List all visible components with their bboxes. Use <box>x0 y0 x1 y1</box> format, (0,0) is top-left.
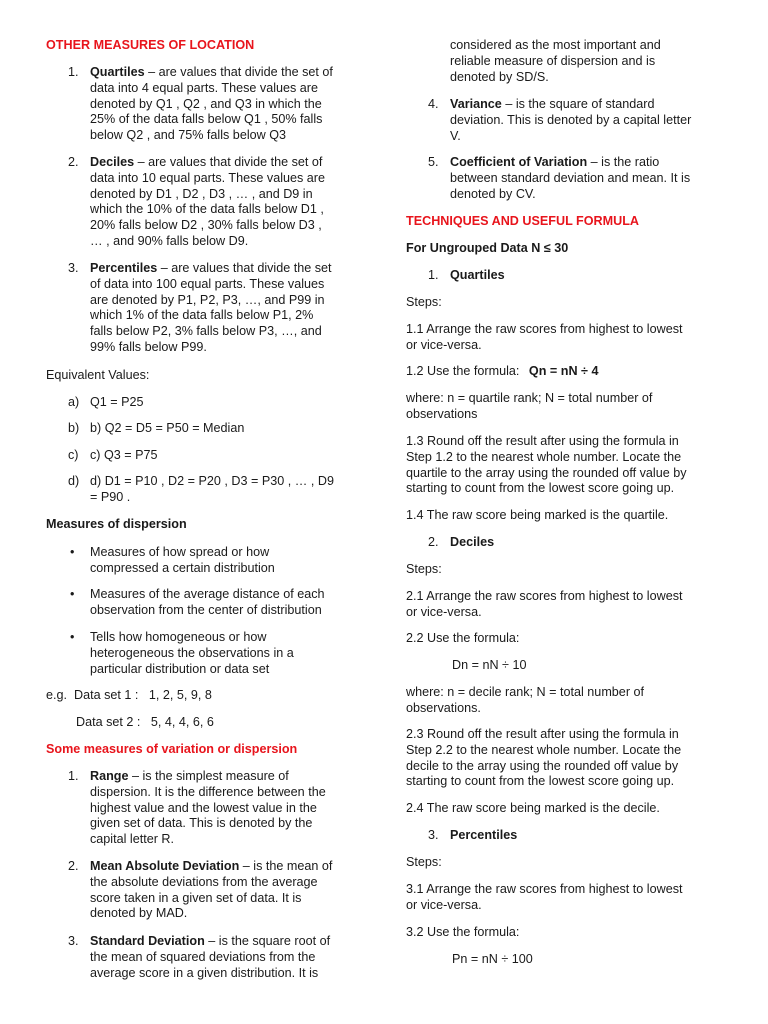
text-line: where: n = quartile rank; N = total number of <box>406 391 653 405</box>
list-letter: c) <box>68 448 79 462</box>
term-coefficient-of-variation: Coefficient of Variation <box>450 155 588 169</box>
text-line: compressed a certain distribution <box>90 560 275 575</box>
text-line: 25% of the data falls below Q1 , 50% falls <box>90 112 323 127</box>
heading-ungrouped-data: For Ungrouped Data N ≤ 30 <box>406 241 569 255</box>
section-percentiles <box>406 828 732 844</box>
list-number: 2. <box>68 155 79 169</box>
text-line: or vice-versa. <box>406 897 482 912</box>
text-line: quartile to the array using the rounded off value by <box>406 465 687 480</box>
list-item-variance <box>406 97 732 144</box>
step-3-1 <box>406 882 683 914</box>
text-line: – are values that divide the set of <box>148 65 333 79</box>
text-line: – is the mean of <box>242 859 333 873</box>
text-line: Step 2.2 to the nearest whole number. Locate the <box>406 742 682 757</box>
text-line: highest value and the lowest value in the <box>90 800 317 815</box>
text-line: particular distribution or data set <box>90 661 270 676</box>
text-line: falls below P2, 3% falls below P3, …, and <box>90 324 322 339</box>
text-line: given set of data. This is denoted by the <box>90 816 313 831</box>
list-letter: b) <box>68 421 80 435</box>
text-line: b) Q2 = D5 = P50 = Median <box>90 421 245 435</box>
text-line: dispersion. It is the difference between the <box>90 784 326 799</box>
text-line: Q1 = P25 <box>90 395 144 409</box>
step-2-2: 2.2 Use the formula: <box>406 631 520 645</box>
list-number: 1. <box>68 65 79 79</box>
text-line: – is the square of standard <box>505 97 655 111</box>
step-1-3 <box>406 434 687 497</box>
text-line: = P90 . <box>90 489 131 504</box>
text-line: 2.3 Round off the result after using the formula in <box>406 727 679 741</box>
text-line: 99% falls below P99. <box>90 339 207 354</box>
text-line: V. <box>450 128 461 143</box>
bullet-item <box>46 587 372 619</box>
term-range: Range <box>90 769 129 783</box>
text-line: 3.1 Arrange the raw scores from highest to lowest <box>406 882 683 896</box>
text-line: – is the square root of <box>208 934 331 948</box>
term-mean-absolute-deviation: Mean Absolute Deviation <box>90 859 240 873</box>
text-line: the mean of squared deviations from the <box>90 949 316 964</box>
text-line: 2.1 Arrange the raw scores from highest to lowest <box>406 589 683 603</box>
bullet-icon: • <box>70 587 75 601</box>
percentile-formula: Pn = nN ÷ 100 <box>452 952 533 966</box>
term-deciles: Deciles <box>90 155 135 169</box>
text-line: are denoted by P1, P2, P3, …, and P99 in <box>90 292 325 307</box>
text-line: 1.2 Use the formula: <box>406 364 520 378</box>
heading-other-measures-of-location: OTHER MEASURES OF LOCATION <box>46 38 255 52</box>
list-number: 3. <box>68 261 79 275</box>
heading-measures-of-dispersion: Measures of dispersion <box>46 517 187 531</box>
list-number: 2. <box>68 859 79 873</box>
text-line: 1.3 Round off the result after using the formula in <box>406 434 679 448</box>
section-quartiles <box>406 268 732 284</box>
text-line: Measures of the average distance of each <box>90 587 325 601</box>
text-line: heterogeneous the observations in a <box>90 645 294 660</box>
equivalent-item-a <box>46 395 372 411</box>
text-line: starting to count from the lowest score going up. <box>406 481 675 496</box>
section-deciles <box>406 535 732 551</box>
quartile-where <box>406 391 652 423</box>
deciles-label: Deciles <box>450 535 495 549</box>
text-line: 1.1 Arrange the raw scores from highest to lowest <box>406 322 683 336</box>
equivalent-item-d <box>46 474 372 506</box>
steps-label: Steps: <box>406 855 442 869</box>
step-2-3 <box>406 727 681 790</box>
decile-formula: Dn = nN ÷ 10 <box>452 658 527 672</box>
term-percentiles: Percentiles <box>90 261 158 275</box>
text-line: the absolute deviations from the average <box>90 874 318 889</box>
step-1-1 <box>406 322 683 354</box>
text-line: – are values that divide the set <box>160 261 332 275</box>
list-item-standard-deviation <box>46 934 372 981</box>
text-line: data into 10 equal parts. These values are <box>90 170 326 185</box>
list-number: 1. <box>68 769 79 783</box>
text-line: denoted by MAD. <box>90 906 188 921</box>
text-line: denoted by SD/S. <box>450 69 549 84</box>
heading-techniques-and-useful-formula: TECHNIQUES AND USEFUL FORMULA <box>406 214 639 228</box>
list-item-percentiles <box>46 261 372 356</box>
quartile-formula: Qn = nN ÷ 4 <box>528 364 599 378</box>
text-line: considered as the most important and <box>450 38 661 52</box>
text-line: of data into 100 equal parts. These values <box>90 276 325 291</box>
list-item-mean-absolute-deviation <box>46 859 372 922</box>
example-data-set-1: e.g. Data set 1 : 1, 2, 5, 9, 8 <box>46 688 212 702</box>
text-line: score taken in a given set of data. It is <box>90 890 302 905</box>
text-line: … , and 90% falls below D9. <box>90 233 249 248</box>
text-line: between standard deviation and mean. It is <box>450 170 691 185</box>
text-line: denoted by CV. <box>450 186 536 201</box>
sd-continuation <box>406 38 732 85</box>
bullet-icon: • <box>70 545 75 559</box>
list-item-quartiles <box>46 65 372 144</box>
text-line: – is the simplest measure of <box>132 769 289 783</box>
text-line: denoted by Q1 , Q2 , and Q3 in which the <box>90 96 322 111</box>
text-line: d) D1 = P10 , D2 = P20 , D3 = P30 , … , D9 <box>90 474 334 488</box>
text-line: which 1% of the data falls below P1, 2% <box>90 308 314 323</box>
text-line: Step 1.2 to the nearest whole number. Locate the <box>406 449 682 464</box>
list-number: 5. <box>428 155 439 169</box>
text-line: or vice-versa. <box>406 604 482 619</box>
quartiles-label: Quartiles <box>450 268 505 282</box>
text-line: observations <box>406 406 478 421</box>
term-standard-deviation: Standard Deviation <box>90 934 205 948</box>
text-line: or vice-versa. <box>406 337 482 352</box>
term-quartiles: Quartiles <box>90 65 145 79</box>
step-1-2 <box>406 364 598 380</box>
text-line: where: n = decile rank; N = total number of <box>406 685 645 699</box>
list-item-deciles <box>46 155 372 250</box>
list-number: 3. <box>428 828 439 842</box>
list-number: 2. <box>428 535 439 549</box>
equivalent-item-b <box>46 421 372 437</box>
step-2-1 <box>406 589 683 621</box>
equivalent-item-c <box>46 448 372 464</box>
list-number: 3. <box>68 934 79 948</box>
step-3-2: 3.2 Use the formula: <box>406 925 520 939</box>
equivalent-values-label: Equivalent Values: <box>46 368 150 382</box>
text-line: deviation. This is denoted by a capital letter <box>450 112 692 127</box>
text-line: decile to the array using the rounded off value by <box>406 758 679 773</box>
step-2-4: 2.4 The raw score being marked is the decile. <box>406 801 660 815</box>
text-line: capital letter R. <box>90 832 174 847</box>
percentiles-label: Percentiles <box>450 828 518 842</box>
list-letter: d) <box>68 474 80 488</box>
text-line: average score in a given distribution. It is <box>90 965 319 980</box>
text-line: denoted by D1 , D2 , D3 , … , and D9 in <box>90 186 313 201</box>
text-line: Tells how homogeneous or how <box>90 630 267 644</box>
bullet-item <box>46 630 372 677</box>
text-line: observation from the center of distribution <box>90 602 322 617</box>
steps-label: Steps: <box>406 562 442 576</box>
text-line: below Q2 , and 75% falls below Q3 <box>90 128 287 143</box>
decile-where <box>406 685 644 717</box>
list-letter: a) <box>68 395 80 409</box>
text-line: data into 4 equal parts. These values are <box>90 80 319 95</box>
bullet-item <box>46 545 372 577</box>
text-line: starting to count from the lowest score going up. <box>406 774 675 789</box>
bullet-icon: • <box>70 630 75 644</box>
steps-label: Steps: <box>406 295 442 309</box>
text-line: which the 10% of the data falls below D1 , <box>90 202 324 217</box>
text-line: Measures of how spread or how <box>90 545 270 559</box>
text-line: observations. <box>406 700 481 715</box>
heading-some-measures-of-variation: Some measures of variation or dispersion <box>46 742 298 756</box>
list-item-coefficient-of-variation <box>406 155 732 202</box>
text-line: reliable measure of dispersion and is <box>450 53 656 68</box>
list-number: 4. <box>428 97 439 111</box>
text-line: c) Q3 = P75 <box>90 448 158 462</box>
step-1-4: 1.4 The raw score being marked is the quartile. <box>406 508 669 522</box>
list-number: 1. <box>428 268 439 282</box>
list-item-range <box>46 769 372 848</box>
term-variance: Variance <box>450 97 502 111</box>
example-data-set-2: Data set 2 : 5, 4, 4, 6, 6 <box>76 715 214 729</box>
text-line: 20% falls below D2 , 30% falls below D3 , <box>90 218 322 233</box>
text-line: – is the ratio <box>590 155 660 169</box>
text-line: – are values that divide the set of <box>137 155 323 169</box>
